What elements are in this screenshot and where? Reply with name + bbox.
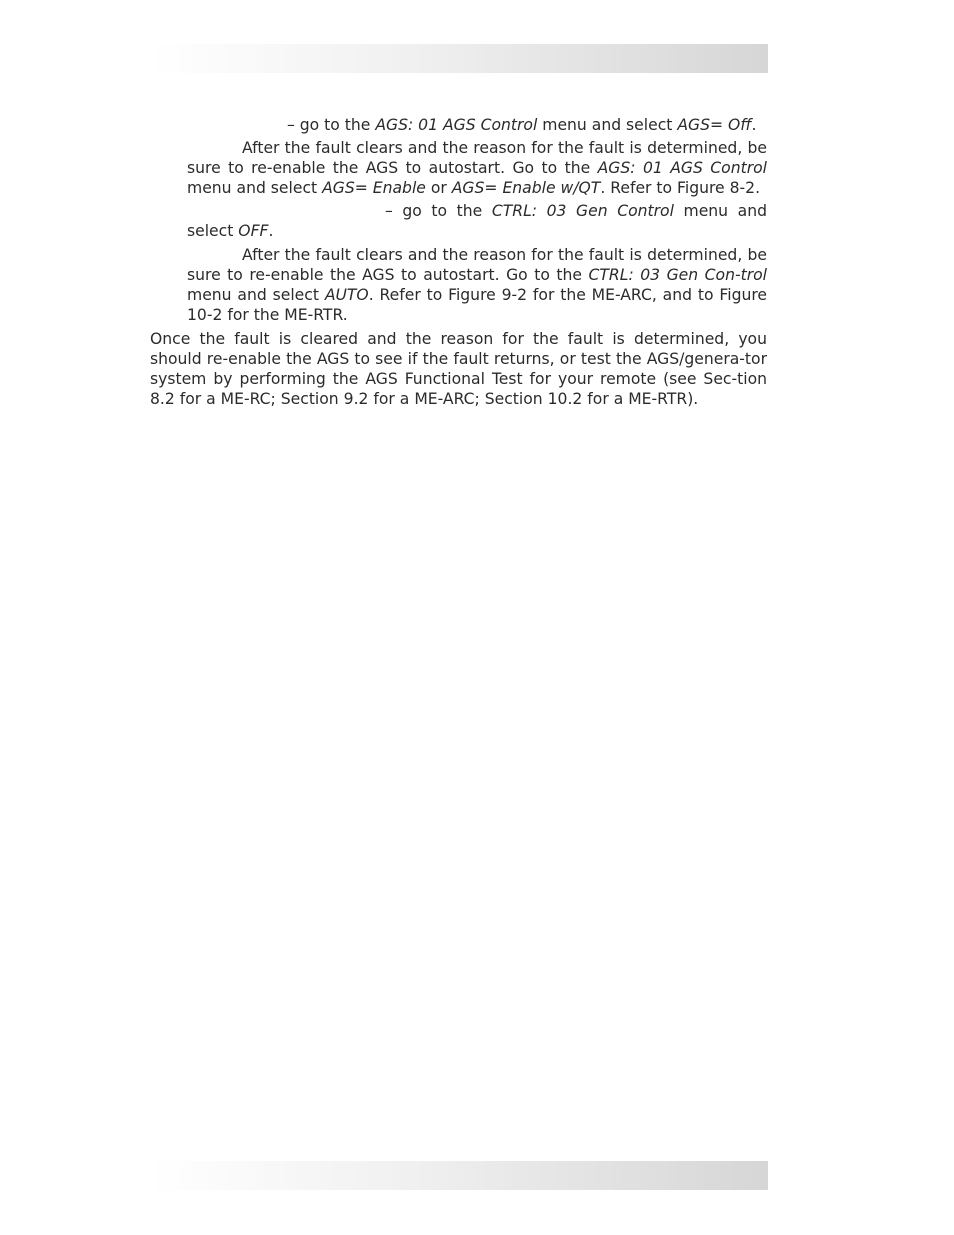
header-band (150, 44, 768, 73)
functional-test-paragraph: Once the fault is cleared and the reason for the fault is determined, you should re-enable the AGS to see if the fault returns, or test the AGS/genera-tor system by performing the AGS Functional Test for your remote (see Sec-tion 8.2 for a ME-RC; Section 9.2 for a ME-ARC; Section 10.2 for a ME-RTR). (150, 330, 767, 408)
ags-disable-instruction: – go to the AGS: 01 AGS Control menu and select AGS= Off. (287, 116, 757, 134)
gen-reenable-paragraph: After the fault clears and the reason for the fault is determined, be sure to re-enable the AGS to autostart. Go to the CTRL: 03 Gen Con-trol menu and select AUTO. Refer to Figure 9-2 for the ME-ARC, and to Figure 10-2 for the ME-RTR. (187, 246, 768, 324)
ags-reenable-paragraph: After the fault clears and the reason for the fault is determined, be sure to re-enable the AGS to autostart. Go to the AGS: 01 AGS Control menu and select AGS= Enable or AGS= Enable w/QT. Refer to Figure 8-2. (187, 139, 767, 197)
page-body (150, 115, 767, 409)
footer-band (150, 1161, 768, 1190)
gen-control-instruction: – go to the CTRL: 03 Gen Control menu and select OFF. (187, 202, 767, 240)
